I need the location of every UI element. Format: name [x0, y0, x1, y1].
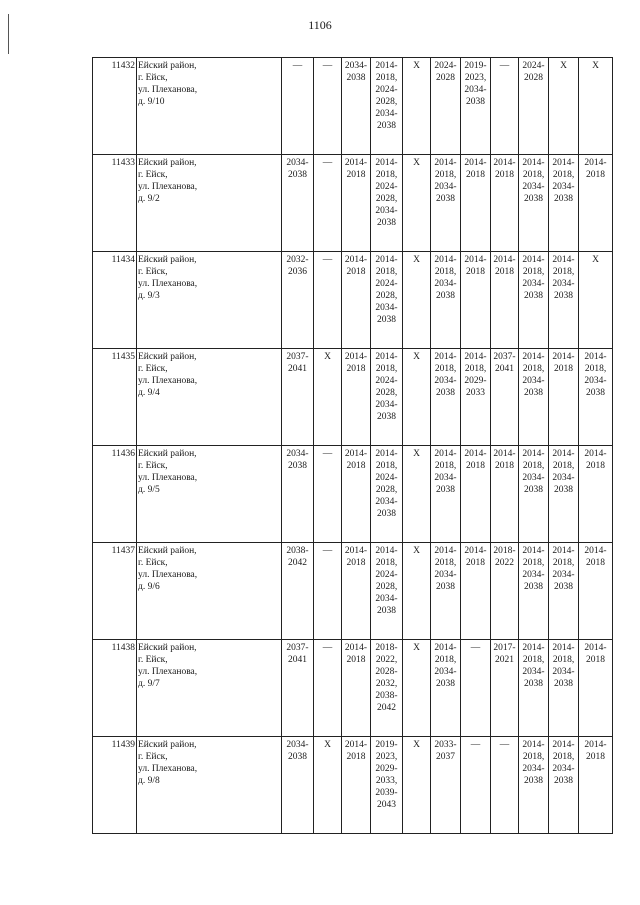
address-line: Ейский район, [138, 61, 197, 71]
period-cell: 2014- 2018, 2034- 2038 [431, 349, 461, 446]
row-id: 11435 [93, 349, 137, 446]
address-line: ул. Плеханова, [138, 182, 198, 192]
period-cell: 2014- 2018 [342, 155, 371, 252]
period-cell: 2014- 2018, 2034- 2038 [431, 155, 461, 252]
period-cell: — [314, 155, 342, 252]
table-row [93, 58, 613, 155]
address-cell [137, 446, 282, 543]
period-cell: 2024- 2028 [431, 58, 461, 155]
period-cell: X [403, 58, 431, 155]
period-cell: X [314, 737, 342, 834]
period-cell: X [403, 349, 431, 446]
period-cell: 2014- 2018 [461, 155, 491, 252]
address-cell [137, 58, 282, 155]
address-line: г. Ейск, [138, 461, 168, 471]
period-cell: 2014- 2018, 2024- 2028, 2034- 2038 [371, 58, 403, 155]
period-cell: 2019- 2023, 2034- 2038 [461, 58, 491, 155]
period-cell: 2018- 2022 [491, 543, 519, 640]
address-line: г. Ейск, [138, 170, 168, 180]
period-cell: 2014- 2018 [579, 155, 613, 252]
period-cell: 2017- 2021 [491, 640, 519, 737]
address-line: Ейский район, [138, 449, 197, 459]
address-line: ул. Плеханова, [138, 667, 198, 677]
table-row [93, 737, 613, 834]
period-cell: 2034- 2038 [282, 737, 314, 834]
row-id: 11437 [93, 543, 137, 640]
period-cell: 2014- 2018 [579, 543, 613, 640]
row-id: 11438 [93, 640, 137, 737]
table-row [93, 252, 613, 349]
period-cell: X [403, 446, 431, 543]
period-cell: 2014- 2018, 2034- 2038 [519, 737, 549, 834]
address-cell [137, 252, 282, 349]
address-line: д. 9/7 [138, 679, 160, 689]
row-id: 11434 [93, 252, 137, 349]
period-cell: 2024- 2028 [519, 58, 549, 155]
address-line: г. Ейск, [138, 267, 168, 277]
period-cell: — [282, 58, 314, 155]
address-line: ул. Плеханова, [138, 279, 198, 289]
address-cell [137, 543, 282, 640]
period-cell: X [579, 58, 613, 155]
period-cell: 2032- 2036 [282, 252, 314, 349]
period-cell: 2014- 2018, 2024- 2028, 2034- 2038 [371, 155, 403, 252]
period-cell: 2014- 2018, 2034- 2038 [431, 543, 461, 640]
period-cell: 2014- 2018, 2034- 2038 [579, 349, 613, 446]
period-cell: 2014- 2018, 2034- 2038 [431, 640, 461, 737]
period-cell: 2014- 2018, 2034- 2038 [519, 349, 549, 446]
address-line: Ейский район, [138, 643, 197, 653]
period-cell: X [579, 252, 613, 349]
address-line: г. Ейск, [138, 752, 168, 762]
period-cell: 2014- 2018 [342, 543, 371, 640]
period-cell: 2014- 2018, 2034- 2038 [549, 737, 579, 834]
row-id: 11439 [93, 737, 137, 834]
period-cell: 2038- 2042 [282, 543, 314, 640]
address-line: д. 9/8 [138, 776, 160, 786]
table-row [93, 543, 613, 640]
period-cell: 2014- 2018, 2034- 2038 [549, 543, 579, 640]
period-cell: 2014- 2018 [579, 640, 613, 737]
period-cell: 2014- 2018 [342, 737, 371, 834]
period-cell: 2034- 2038 [282, 446, 314, 543]
table-row [93, 640, 613, 737]
address-line: Ейский район, [138, 255, 197, 265]
period-cell: X [403, 737, 431, 834]
period-cell: X [403, 543, 431, 640]
period-cell: X [549, 58, 579, 155]
row-id: 11436 [93, 446, 137, 543]
period-cell: 2014- 2018 [549, 349, 579, 446]
address-cell [137, 737, 282, 834]
address-line: д. 9/6 [138, 582, 160, 592]
address-line: ул. Плеханова, [138, 376, 198, 386]
period-cell: 2014- 2018 [491, 252, 519, 349]
table-row [93, 446, 613, 543]
period-cell: — [491, 737, 519, 834]
period-cell: 2014- 2018, 2024- 2028, 2034- 2038 [371, 252, 403, 349]
period-cell: 2014- 2018 [342, 349, 371, 446]
address-line: ул. Плеханова, [138, 764, 198, 774]
period-cell: 2014- 2018 [491, 155, 519, 252]
period-cell: 2014- 2018 [342, 640, 371, 737]
period-cell: — [314, 543, 342, 640]
period-cell: 2014- 2018 [342, 252, 371, 349]
period-cell: 2014- 2018, 2034- 2038 [519, 252, 549, 349]
address-line: д. 9/4 [138, 388, 160, 398]
period-cell: X [403, 155, 431, 252]
address-line: ул. Плеханова, [138, 570, 198, 580]
period-cell: 2014- 2018, 2034- 2038 [519, 543, 549, 640]
period-cell: 2037- 2041 [282, 349, 314, 446]
period-cell: — [491, 58, 519, 155]
address-line: д. 9/10 [138, 97, 165, 107]
period-cell: 2018- 2022, 2028- 2032, 2038- 2042 [371, 640, 403, 737]
period-cell: 2014- 2018, 2034- 2038 [549, 252, 579, 349]
register-table [92, 57, 613, 834]
period-cell: 2037- 2041 [491, 349, 519, 446]
period-cell: — [314, 640, 342, 737]
period-cell: 2014- 2018 [579, 737, 613, 834]
period-cell: 2014- 2018, 2034- 2038 [519, 155, 549, 252]
period-cell: — [314, 446, 342, 543]
table-body [93, 58, 613, 834]
period-cell: 2014- 2018 [461, 252, 491, 349]
address-line: д. 9/2 [138, 194, 160, 204]
period-cell: 2014- 2018, 2024- 2028, 2034- 2038 [371, 349, 403, 446]
period-cell: 2014- 2018 [342, 446, 371, 543]
period-cell: 2014- 2018, 2024- 2028, 2034- 2038 [371, 446, 403, 543]
table-row [93, 155, 613, 252]
address-line: г. Ейск, [138, 73, 168, 83]
table-row [93, 349, 613, 446]
period-cell: 2014- 2018 [491, 446, 519, 543]
row-id: 11432 [93, 58, 137, 155]
period-cell: 2019- 2023, 2029- 2033, 2039- 2043 [371, 737, 403, 834]
period-cell: 2014- 2018, 2034- 2038 [431, 252, 461, 349]
period-cell: — [314, 58, 342, 155]
period-cell: 2014- 2018, 2029- 2033 [461, 349, 491, 446]
address-line: Ейский район, [138, 158, 197, 168]
period-cell: 2034- 2038 [342, 58, 371, 155]
period-cell: — [461, 640, 491, 737]
address-line: Ейский район, [138, 546, 197, 556]
row-id: 11433 [93, 155, 137, 252]
page-number: 1106 [308, 18, 332, 32]
address-line: г. Ейск, [138, 558, 168, 568]
period-cell: 2014- 2018, 2034- 2038 [549, 155, 579, 252]
period-cell: 2014- 2018, 2034- 2038 [431, 446, 461, 543]
period-cell: 2033- 2037 [431, 737, 461, 834]
period-cell: 2014- 2018, 2034- 2038 [549, 640, 579, 737]
period-cell: — [461, 737, 491, 834]
address-line: г. Ейск, [138, 364, 168, 374]
period-cell: 2014- 2018, 2034- 2038 [519, 446, 549, 543]
address-cell [137, 155, 282, 252]
period-cell: 2014- 2018, 2034- 2038 [549, 446, 579, 543]
period-cell: 2037- 2041 [282, 640, 314, 737]
period-cell: 2014- 2018 [461, 543, 491, 640]
address-line: ул. Плеханова, [138, 473, 198, 483]
period-cell: X [314, 349, 342, 446]
address-line: д. 9/5 [138, 485, 160, 495]
period-cell: 2014- 2018, 2024- 2028, 2034- 2038 [371, 543, 403, 640]
period-cell: 2014- 2018, 2034- 2038 [519, 640, 549, 737]
address-line: Ейский район, [138, 740, 197, 750]
period-cell: 2014- 2018 [579, 446, 613, 543]
period-cell: X [403, 640, 431, 737]
address-line: д. 9/3 [138, 291, 160, 301]
period-cell: — [314, 252, 342, 349]
address-line: г. Ейск, [138, 655, 168, 665]
period-cell: 2014- 2018 [461, 446, 491, 543]
address-line: ул. Плеханова, [138, 85, 198, 95]
address-cell [137, 349, 282, 446]
period-cell: X [403, 252, 431, 349]
address-cell [137, 640, 282, 737]
period-cell: 2034- 2038 [282, 155, 314, 252]
address-line: Ейский район, [138, 352, 197, 362]
